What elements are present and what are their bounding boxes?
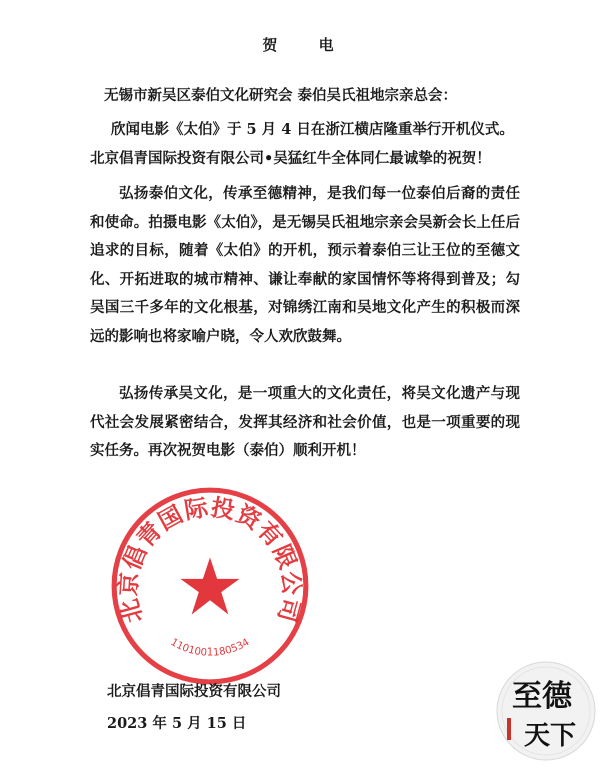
zhide-tianxia-logo bbox=[494, 658, 598, 764]
logo-red-bar bbox=[507, 718, 511, 740]
addressee: 无锡市新吴区泰伯文化研究会 泰伯吴氏祖地宗亲总会： bbox=[104, 87, 458, 104]
seal-text: 北京倡青国际投资有限公司 bbox=[113, 493, 307, 627]
seal-number: 1101001180534 bbox=[168, 637, 252, 659]
logo-main-text: 至德 bbox=[512, 679, 572, 714]
document-title: 贺 电 bbox=[262, 36, 352, 54]
paragraph-1: 弘扬泰伯文化，传承至德精神，是我们每一位泰伯后裔的责任和使命。拍摄电影《太伯》，是无锡吴氏祖地宗亲会吴新会长上任后追求的目标，随着《太伯》的开机，预示着泰伯三让王位的至德文化、开拓进取的城市精神、谦让奉献的家国情怀等将得到普及；勾吴国三千多年的文化根基，对锦绣江南和吴地文化产生的积极而深远的影响也将家喻户晓，令人欢欣鼓舞。 bbox=[90, 185, 520, 345]
signature-date: 2023 年 5 月 15 日 bbox=[107, 715, 247, 732]
congratulation-line: 北京倡青国际投资有限公司•吴猛红牛全体同仁最诚挚的祝贺！ bbox=[90, 150, 491, 167]
company-seal bbox=[108, 484, 312, 688]
paragraph-2: 弘扬传承吴文化，是一项重大的文化责任，将吴文化遗产与现代社会发展紧密结合，发挥其经济和社会价值，也是一项重要的现实任务。再次祝贺电影（泰伯）顺利开机！ bbox=[90, 385, 520, 459]
signature-company: 北京倡青国际投资有限公司 bbox=[107, 683, 281, 700]
logo-sub-text: 天下 bbox=[523, 721, 577, 751]
opening-line: 欣闻电影《太伯》于 5 月 4 日在浙江横店隆重举行开机仪式。 bbox=[111, 121, 514, 138]
seal-star-icon bbox=[180, 557, 239, 614]
